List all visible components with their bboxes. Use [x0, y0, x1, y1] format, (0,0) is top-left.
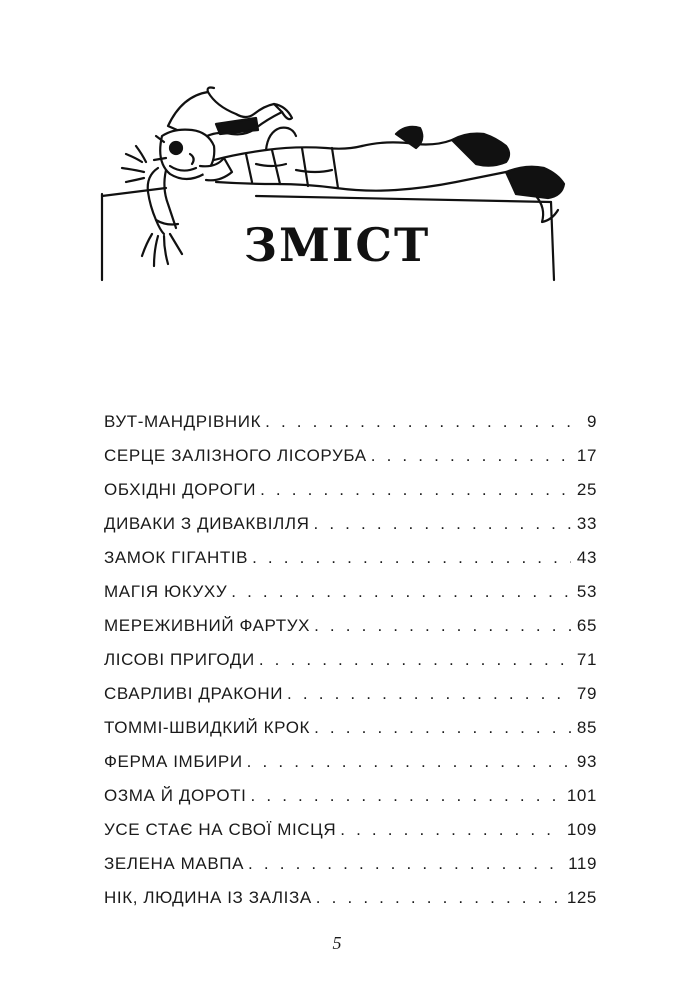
dot-leader — [340, 820, 561, 840]
table-of-contents — [104, 412, 597, 922]
toc-entry-page: 85 — [576, 718, 597, 737]
toc-entry[interactable] — [104, 718, 597, 752]
dot-leader — [371, 446, 571, 466]
toc-entry[interactable] — [104, 514, 597, 548]
dot-leader — [248, 854, 562, 874]
toc-entry-page: 119 — [568, 854, 597, 873]
toc-entry-title: ТОММІ-ШВИДКИЙ КРОК — [104, 718, 311, 737]
toc-entry-page: 93 — [576, 752, 597, 771]
dot-leader — [314, 616, 571, 636]
toc-entry[interactable] — [104, 480, 597, 514]
dot-leader — [231, 582, 571, 602]
dot-leader — [265, 412, 581, 432]
toc-entry[interactable] — [104, 616, 597, 650]
toc-entry-page: 65 — [576, 616, 597, 635]
toc-entry[interactable] — [104, 412, 597, 446]
toc-entry-page: 109 — [566, 820, 597, 839]
toc-entry-page: 43 — [576, 548, 597, 567]
page-number: 5 — [332, 933, 342, 953]
toc-entry[interactable] — [104, 582, 597, 616]
toc-entry[interactable] — [104, 684, 597, 718]
toc-entry-page: 33 — [576, 514, 597, 533]
toc-entry-title: ВУТ-МАНДРІВНИК — [104, 412, 262, 431]
toc-entry-title: СВАРЛИВІ ДРАКОНИ — [104, 684, 284, 703]
toc-entry-title: МЕРЕЖИВНИЙ ФАРТУХ — [104, 616, 311, 635]
toc-entry-title: НІК, ЛЮДИНА ІЗ ЗАЛІЗА — [104, 888, 312, 907]
toc-entry-page: 71 — [576, 650, 597, 669]
dot-leader — [287, 684, 571, 704]
toc-entry-title: ОБХІДНІ ДОРОГИ — [104, 480, 257, 499]
toc-entry[interactable] — [104, 786, 597, 820]
toc-entry-page: 25 — [576, 480, 597, 499]
toc-entry-title: ЗАМОК ГІГАНТІВ — [104, 548, 249, 567]
toc-entry-page: 9 — [586, 412, 597, 431]
toc-entry-title: ЗЕЛЕНА МАВПА — [104, 854, 245, 873]
toc-entry[interactable] — [104, 888, 597, 922]
dot-leader — [316, 888, 561, 908]
toc-entry-page: 101 — [566, 786, 597, 805]
toc-entry-title: УСЕ СТАЄ НА СВОЇ МІСЦЯ — [104, 820, 337, 839]
toc-entry[interactable] — [104, 650, 597, 684]
toc-entry-title: МАГІЯ ЮКУХУ — [104, 582, 228, 601]
dot-leader — [313, 514, 570, 534]
toc-entry[interactable] — [104, 752, 597, 786]
dot-leader — [251, 786, 561, 806]
toc-entry-page: 17 — [576, 446, 597, 465]
toc-entry-title: ФЕРМА ІМБИРИ — [104, 752, 243, 771]
toc-entry-title: ОЗМА Й ДОРОТІ — [104, 786, 247, 805]
toc-entry-page: 79 — [576, 684, 597, 703]
toc-entry-title: ДИВАКИ З ДИВАКВІЛЛЯ — [104, 514, 310, 533]
toc-entry[interactable] — [104, 446, 597, 480]
toc-entry[interactable] — [104, 820, 597, 854]
dot-leader — [252, 548, 571, 568]
dot-leader — [247, 752, 571, 772]
toc-entry-title: СЕРЦЕ ЗАЛІЗНОГО ЛІСОРУБА — [104, 446, 367, 465]
page-title: ЗМІСТ — [243, 218, 431, 272]
toc-entry-page: 53 — [576, 582, 597, 601]
toc-entry-page: 125 — [566, 888, 597, 907]
dot-leader — [260, 480, 571, 500]
toc-entry[interactable] — [104, 854, 597, 888]
dot-leader — [259, 650, 571, 670]
dot-leader — [314, 718, 571, 738]
toc-entry[interactable] — [104, 548, 597, 582]
toc-entry-title: ЛІСОВІ ПРИГОДИ — [104, 650, 255, 669]
